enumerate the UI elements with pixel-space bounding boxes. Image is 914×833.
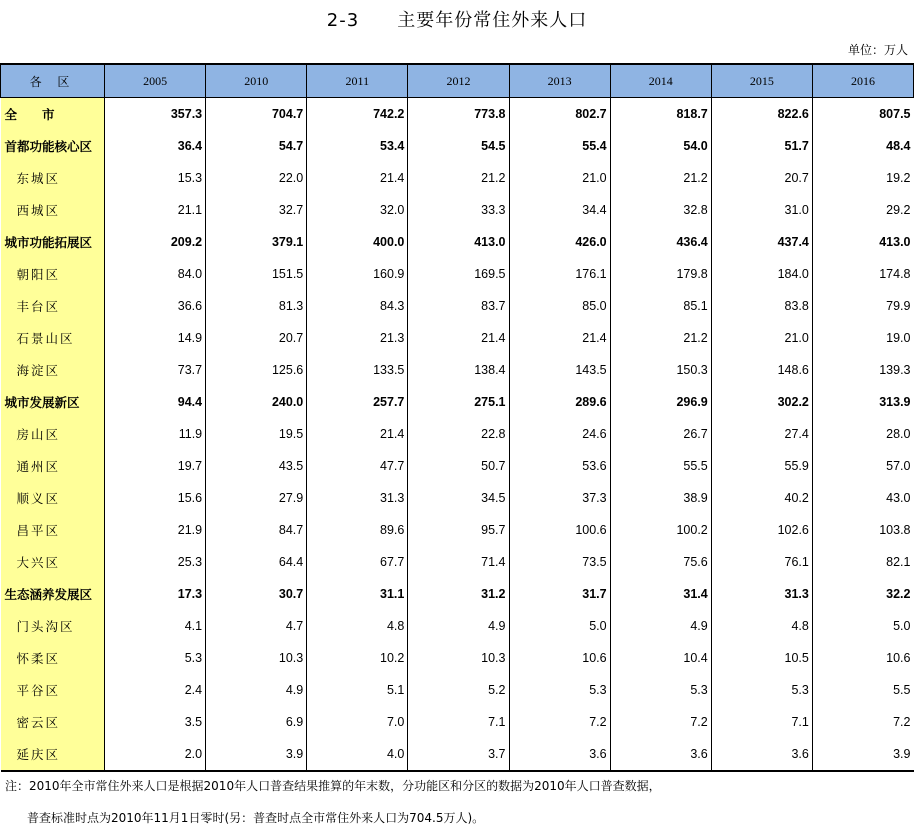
table-row xyxy=(1,674,914,706)
year-header: 2005 xyxy=(105,64,206,98)
table-row xyxy=(1,642,914,674)
value-cell: 3.9 xyxy=(812,738,913,771)
value-cell: 64.4 xyxy=(206,546,307,578)
year-header: 2015 xyxy=(711,64,812,98)
value-cell: 103.8 xyxy=(812,514,913,546)
value-cell: 10.3 xyxy=(408,642,509,674)
value-cell: 81.3 xyxy=(206,290,307,322)
value-cell: 209.2 xyxy=(105,226,206,258)
table-title: 主要年份常住外来人口 xyxy=(397,10,588,31)
value-cell: 5.1 xyxy=(307,674,408,706)
footnote-line-2: 普查标准时点为2010年11月1日零时(另：普查时点全市常住外来人口为704.5万人)。 xyxy=(27,811,485,825)
value-cell: 160.9 xyxy=(307,258,408,290)
region-name-cell: 石景山区 xyxy=(1,322,105,354)
value-cell: 15.6 xyxy=(105,482,206,514)
region-name-cell: 海淀区 xyxy=(1,354,105,386)
year-header: 2014 xyxy=(610,64,711,98)
value-cell: 82.1 xyxy=(812,546,913,578)
value-cell: 818.7 xyxy=(610,98,711,131)
value-cell: 822.6 xyxy=(711,98,812,131)
value-cell: 50.7 xyxy=(408,450,509,482)
value-cell: 19.5 xyxy=(206,418,307,450)
region-name-cell: 西城区 xyxy=(1,194,105,226)
value-cell: 34.5 xyxy=(408,482,509,514)
value-cell: 57.0 xyxy=(812,450,913,482)
value-cell: 7.1 xyxy=(408,706,509,738)
value-cell: 31.3 xyxy=(711,578,812,610)
value-cell: 19.2 xyxy=(812,162,913,194)
value-cell: 28.0 xyxy=(812,418,913,450)
value-cell: 55.9 xyxy=(711,450,812,482)
value-cell: 4.8 xyxy=(307,610,408,642)
value-cell: 125.6 xyxy=(206,354,307,386)
value-cell: 31.2 xyxy=(408,578,509,610)
value-cell: 75.6 xyxy=(610,546,711,578)
value-cell: 742.2 xyxy=(307,98,408,131)
region-name-cell: 门头沟区 xyxy=(1,610,105,642)
value-cell: 31.0 xyxy=(711,194,812,226)
value-cell: 413.0 xyxy=(812,226,913,258)
value-cell: 7.2 xyxy=(509,706,610,738)
value-cell: 802.7 xyxy=(509,98,610,131)
footnote-line-1: 注：2010年全市常住外来人口是根据2010年人口普查结果推算的年末数，分功能区和分区的数据为2010年人口普查数据， xyxy=(5,779,661,793)
value-cell: 25.3 xyxy=(105,546,206,578)
value-cell: 26.7 xyxy=(610,418,711,450)
table-row xyxy=(1,418,914,450)
value-cell: 275.1 xyxy=(408,386,509,418)
region-name-cell: 首都功能核心区 xyxy=(1,130,105,162)
value-cell: 10.4 xyxy=(610,642,711,674)
value-cell: 31.7 xyxy=(509,578,610,610)
region-name-cell: 朝阳区 xyxy=(1,258,105,290)
value-cell: 3.6 xyxy=(509,738,610,771)
year-header: 2010 xyxy=(206,64,307,98)
value-cell: 7.2 xyxy=(812,706,913,738)
table-row xyxy=(1,482,914,514)
value-cell: 85.1 xyxy=(610,290,711,322)
value-cell: 24.6 xyxy=(509,418,610,450)
year-header: 2011 xyxy=(307,64,408,98)
value-cell: 4.9 xyxy=(206,674,307,706)
value-cell: 296.9 xyxy=(610,386,711,418)
region-name-cell: 东城区 xyxy=(1,162,105,194)
value-cell: 21.4 xyxy=(307,418,408,450)
table-row xyxy=(1,290,914,322)
table-row xyxy=(1,226,914,258)
value-cell: 148.6 xyxy=(711,354,812,386)
value-cell: 53.4 xyxy=(307,130,408,162)
value-cell: 32.2 xyxy=(812,578,913,610)
value-cell: 179.8 xyxy=(610,258,711,290)
table-row xyxy=(1,130,914,162)
table-row xyxy=(1,322,914,354)
value-cell: 3.6 xyxy=(711,738,812,771)
region-name-cell: 通州区 xyxy=(1,450,105,482)
value-cell: 83.8 xyxy=(711,290,812,322)
value-cell: 773.8 xyxy=(408,98,509,131)
value-cell: 4.9 xyxy=(610,610,711,642)
value-cell: 53.6 xyxy=(509,450,610,482)
value-cell: 43.0 xyxy=(812,482,913,514)
value-cell: 5.3 xyxy=(509,674,610,706)
value-cell: 21.4 xyxy=(509,322,610,354)
value-cell: 151.5 xyxy=(206,258,307,290)
value-cell: 29.2 xyxy=(812,194,913,226)
value-cell: 20.7 xyxy=(711,162,812,194)
value-cell: 4.0 xyxy=(307,738,408,771)
value-cell: 400.0 xyxy=(307,226,408,258)
value-cell: 54.0 xyxy=(610,130,711,162)
value-cell: 31.1 xyxy=(307,578,408,610)
value-cell: 3.9 xyxy=(206,738,307,771)
value-cell: 37.3 xyxy=(509,482,610,514)
value-cell: 7.1 xyxy=(711,706,812,738)
value-cell: 21.9 xyxy=(105,514,206,546)
value-cell: 54.7 xyxy=(206,130,307,162)
value-cell: 100.6 xyxy=(509,514,610,546)
value-cell: 32.0 xyxy=(307,194,408,226)
value-cell: 84.7 xyxy=(206,514,307,546)
table-row xyxy=(1,258,914,290)
table-row xyxy=(1,194,914,226)
value-cell: 36.4 xyxy=(105,130,206,162)
value-cell: 313.9 xyxy=(812,386,913,418)
value-cell: 3.7 xyxy=(408,738,509,771)
value-cell: 4.9 xyxy=(408,610,509,642)
region-name-cell: 昌平区 xyxy=(1,514,105,546)
value-cell: 22.0 xyxy=(206,162,307,194)
value-cell: 4.7 xyxy=(206,610,307,642)
table-row xyxy=(1,514,914,546)
value-cell: 21.0 xyxy=(509,162,610,194)
region-name-cell: 房山区 xyxy=(1,418,105,450)
value-cell: 302.2 xyxy=(711,386,812,418)
population-table xyxy=(0,63,914,772)
value-cell: 5.0 xyxy=(509,610,610,642)
value-cell: 5.2 xyxy=(408,674,509,706)
value-cell: 3.5 xyxy=(105,706,206,738)
value-cell: 94.4 xyxy=(105,386,206,418)
value-cell: 10.2 xyxy=(307,642,408,674)
value-cell: 176.1 xyxy=(509,258,610,290)
value-cell: 413.0 xyxy=(408,226,509,258)
value-cell: 6.9 xyxy=(206,706,307,738)
value-cell: 7.2 xyxy=(610,706,711,738)
year-header: 2012 xyxy=(408,64,509,98)
value-cell: 55.4 xyxy=(509,130,610,162)
value-cell: 10.6 xyxy=(812,642,913,674)
value-cell: 27.9 xyxy=(206,482,307,514)
year-header: 2013 xyxy=(509,64,610,98)
table-row xyxy=(1,706,914,738)
value-cell: 30.7 xyxy=(206,578,307,610)
value-cell: 40.2 xyxy=(711,482,812,514)
value-cell: 21.3 xyxy=(307,322,408,354)
value-cell: 10.3 xyxy=(206,642,307,674)
table-row xyxy=(1,98,914,131)
table-number: 2-3 xyxy=(326,10,360,31)
value-cell: 76.1 xyxy=(711,546,812,578)
value-cell: 4.8 xyxy=(711,610,812,642)
value-cell: 174.8 xyxy=(812,258,913,290)
value-cell: 150.3 xyxy=(610,354,711,386)
value-cell: 139.3 xyxy=(812,354,913,386)
value-cell: 15.3 xyxy=(105,162,206,194)
region-name-cell: 怀柔区 xyxy=(1,642,105,674)
value-cell: 55.5 xyxy=(610,450,711,482)
value-cell: 100.2 xyxy=(610,514,711,546)
value-cell: 5.0 xyxy=(812,610,913,642)
value-cell: 36.6 xyxy=(105,290,206,322)
value-cell: 22.8 xyxy=(408,418,509,450)
value-cell: 169.5 xyxy=(408,258,509,290)
value-cell: 437.4 xyxy=(711,226,812,258)
value-cell: 73.7 xyxy=(105,354,206,386)
region-name-cell: 顺义区 xyxy=(1,482,105,514)
value-cell: 10.5 xyxy=(711,642,812,674)
value-cell: 21.2 xyxy=(610,162,711,194)
year-header: 2016 xyxy=(812,64,913,98)
value-cell: 73.5 xyxy=(509,546,610,578)
region-name-cell: 密云区 xyxy=(1,706,105,738)
value-cell: 84.0 xyxy=(105,258,206,290)
value-cell: 5.3 xyxy=(610,674,711,706)
region-column-header: 各 区 xyxy=(1,64,105,98)
value-cell: 289.6 xyxy=(509,386,610,418)
value-cell: 85.0 xyxy=(509,290,610,322)
value-cell: 19.7 xyxy=(105,450,206,482)
value-cell: 3.6 xyxy=(610,738,711,771)
value-cell: 14.9 xyxy=(105,322,206,354)
table-row xyxy=(1,162,914,194)
value-cell: 31.3 xyxy=(307,482,408,514)
value-cell: 33.3 xyxy=(408,194,509,226)
region-name-cell: 平谷区 xyxy=(1,674,105,706)
value-cell: 51.7 xyxy=(711,130,812,162)
value-cell: 7.0 xyxy=(307,706,408,738)
value-cell: 133.5 xyxy=(307,354,408,386)
value-cell: 67.7 xyxy=(307,546,408,578)
region-name-cell: 大兴区 xyxy=(1,546,105,578)
value-cell: 20.7 xyxy=(206,322,307,354)
value-cell: 79.9 xyxy=(812,290,913,322)
region-name-cell: 生态涵养发展区 xyxy=(1,578,105,610)
value-cell: 10.6 xyxy=(509,642,610,674)
table-row xyxy=(1,354,914,386)
table-row xyxy=(1,546,914,578)
value-cell: 95.7 xyxy=(408,514,509,546)
region-name-cell: 城市功能拓展区 xyxy=(1,226,105,258)
table-row xyxy=(1,578,914,610)
value-cell: 31.4 xyxy=(610,578,711,610)
value-cell: 5.3 xyxy=(105,642,206,674)
value-cell: 32.7 xyxy=(206,194,307,226)
value-cell: 2.0 xyxy=(105,738,206,771)
value-cell: 184.0 xyxy=(711,258,812,290)
value-cell: 21.2 xyxy=(408,162,509,194)
value-cell: 143.5 xyxy=(509,354,610,386)
value-cell: 21.0 xyxy=(711,322,812,354)
value-cell: 240.0 xyxy=(206,386,307,418)
value-cell: 32.8 xyxy=(610,194,711,226)
footnote xyxy=(5,777,661,827)
value-cell: 379.1 xyxy=(206,226,307,258)
value-cell: 38.9 xyxy=(610,482,711,514)
value-cell: 17.3 xyxy=(105,578,206,610)
value-cell: 102.6 xyxy=(711,514,812,546)
value-cell: 54.5 xyxy=(408,130,509,162)
value-cell: 83.7 xyxy=(408,290,509,322)
table-row xyxy=(1,738,914,771)
value-cell: 5.3 xyxy=(711,674,812,706)
value-cell: 138.4 xyxy=(408,354,509,386)
region-name-cell: 全 市 xyxy=(1,98,105,131)
value-cell: 704.7 xyxy=(206,98,307,131)
value-cell: 89.6 xyxy=(307,514,408,546)
value-cell: 48.4 xyxy=(812,130,913,162)
value-cell: 71.4 xyxy=(408,546,509,578)
region-name-cell: 延庆区 xyxy=(1,738,105,771)
value-cell: 21.4 xyxy=(408,322,509,354)
page-title xyxy=(0,6,914,32)
value-cell: 11.9 xyxy=(105,418,206,450)
header-row xyxy=(1,64,914,98)
value-cell: 43.5 xyxy=(206,450,307,482)
value-cell: 19.0 xyxy=(812,322,913,354)
value-cell: 21.4 xyxy=(307,162,408,194)
value-cell: 357.3 xyxy=(105,98,206,131)
value-cell: 257.7 xyxy=(307,386,408,418)
unit-label: 单位：万人 xyxy=(847,43,908,57)
value-cell: 426.0 xyxy=(509,226,610,258)
value-cell: 4.1 xyxy=(105,610,206,642)
value-cell: 21.2 xyxy=(610,322,711,354)
value-cell: 34.4 xyxy=(509,194,610,226)
region-name-cell: 城市发展新区 xyxy=(1,386,105,418)
value-cell: 807.5 xyxy=(812,98,913,131)
value-cell: 21.1 xyxy=(105,194,206,226)
table-row xyxy=(1,386,914,418)
table-row xyxy=(1,450,914,482)
value-cell: 27.4 xyxy=(711,418,812,450)
value-cell: 84.3 xyxy=(307,290,408,322)
value-cell: 5.5 xyxy=(812,674,913,706)
value-cell: 436.4 xyxy=(610,226,711,258)
region-name-cell: 丰台区 xyxy=(1,290,105,322)
value-cell: 47.7 xyxy=(307,450,408,482)
value-cell: 2.4 xyxy=(105,674,206,706)
table-row xyxy=(1,610,914,642)
